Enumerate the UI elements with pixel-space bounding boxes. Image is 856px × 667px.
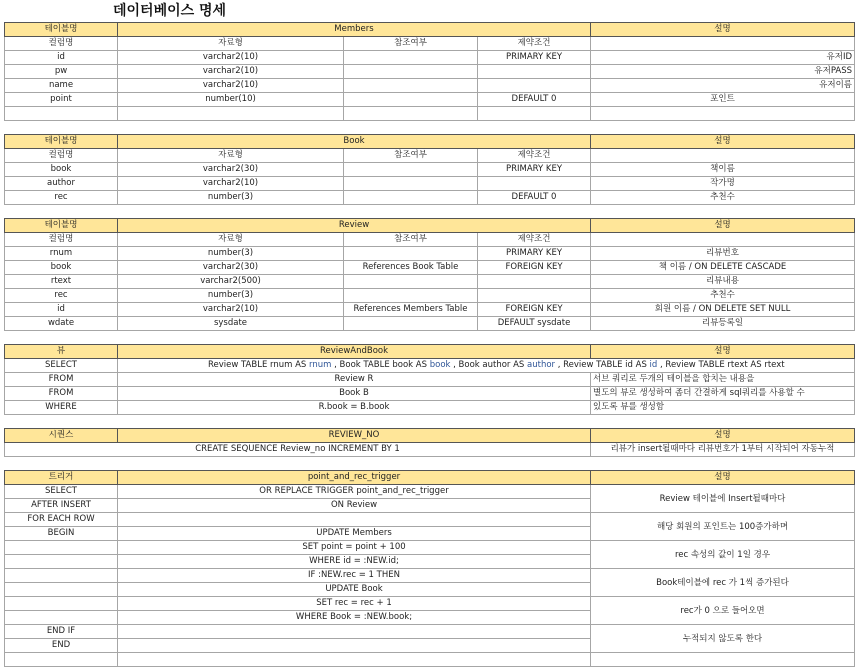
table-row	[5, 653, 855, 667]
table-row: point number(10) DEFAULT 0 포인트	[5, 93, 855, 107]
table-name: Book	[118, 135, 591, 149]
page-title: 데이터베이스 명세	[113, 3, 227, 19]
table-row: rec number(3) DEFAULT 0 추천수	[5, 191, 855, 205]
table-row: book varchar2(30) References Book Table FOREIGN KEY 책 이름 / ON DELETE CASCADE	[5, 261, 855, 275]
table-row: CREATE SEQUENCE Review_no INCREMENT BY 1 리뷰가 insert될때마다 리뷰번호가 1부터 시작되어 자동누적	[5, 443, 855, 457]
table-header-row: 트리거 point_and_rec_trigger 설명	[5, 471, 855, 485]
column-header-row: 컬럼명 자료형 참조여부 제약조건	[5, 37, 855, 51]
view-table	[4, 344, 855, 415]
sequence-name: REVIEW_NO	[118, 429, 591, 443]
table-row: WHERE R.book = B.book 있도록 뷰를 생성함	[5, 401, 855, 415]
review-table	[4, 218, 855, 331]
table-name-label: 테이블명	[5, 23, 118, 37]
book-table	[4, 134, 855, 205]
table-row: BEGIN UPDATE Members	[5, 527, 855, 541]
view-name: ReviewAndBook	[118, 345, 591, 359]
table-header-row: 테이블명 Review 설명	[5, 219, 855, 233]
table-row: id varchar2(10) PRIMARY KEY 유저ID	[5, 51, 855, 65]
table-row: END IF 누적되지 않도록 한다	[5, 625, 855, 639]
table-row: SET rec = rec + 1 rec가 0 으로 들어오면	[5, 597, 855, 611]
table-row: IF :NEW.rec = 1 THEN Book테이블에 rec 가 1씩 증가된다	[5, 569, 855, 583]
table-row: SELECT OR REPLACE TRIGGER point_and_rec_trigger Review 테이블에 Insert될때마다	[5, 485, 855, 499]
table-header-row: 시퀀스 REVIEW_NO 설명	[5, 429, 855, 443]
table-row: id varchar2(10) References Members Table FOREIGN KEY 회원 이름 / ON DELETE SET NULL	[5, 303, 855, 317]
table-row: UPDATE Book	[5, 583, 855, 597]
table-row: WHERE Book = :NEW.book;	[5, 611, 855, 625]
table-row: rec number(3) 추천수	[5, 289, 855, 303]
table-row: END	[5, 639, 855, 653]
table-row: name varchar2(10) 유저이름	[5, 79, 855, 93]
description-label: 설명	[591, 23, 855, 37]
table-row: rnum number(3) PRIMARY KEY 리뷰번호	[5, 247, 855, 261]
table-header-row: 뷰 ReviewAndBook 설명	[5, 345, 855, 359]
table-name: Members	[118, 23, 591, 37]
view-select-clause: Review TABLE rnum AS rnum , Book TABLE book AS book , Book author AS author , Review TABLE id AS id , Review TABLE rtext AS rtext	[118, 359, 855, 373]
table-row: author varchar2(10) 작가명	[5, 177, 855, 191]
table-row: FROM Review R 서브 쿼리로 두개의 테이블을 합치는 내용을	[5, 373, 855, 387]
table-row: SELECT Review TABLE rnum AS rnum , Book TABLE book AS book , Book author AS author , Review TABLE id AS id , Review TABLE rtext AS rtext	[5, 359, 855, 373]
sequence-table	[4, 428, 855, 457]
table-name: Review	[118, 219, 591, 233]
column-header-row: 컬럼명 자료형 참조여부 제약조건	[5, 233, 855, 247]
table-row: pw varchar2(10) 유저PASS	[5, 65, 855, 79]
trigger-table	[4, 470, 855, 667]
table-row: SET point = point + 100 rec 속성의 값이 1일 경우	[5, 541, 855, 555]
trigger-name: point_and_rec_trigger	[118, 471, 591, 485]
table-row: FOR EACH ROW 해당 회원의 포인트는 100증가하며	[5, 513, 855, 527]
members-table	[4, 22, 855, 121]
table-row	[5, 107, 855, 121]
table-row: WHERE id = :NEW.id;	[5, 555, 855, 569]
table-row: rtext varchar2(500) 리뷰내용	[5, 275, 855, 289]
table-row: AFTER INSERT ON Review	[5, 499, 855, 513]
table-row: wdate sysdate DEFAULT sysdate 리뷰등록일	[5, 317, 855, 331]
table-row: book varchar2(30) PRIMARY KEY 책이름	[5, 163, 855, 177]
table-header-row: 테이블명 Book 설명	[5, 135, 855, 149]
table-row: FROM Book B 별도의 뷰로 생성하여 좀더 간결하게 sql쿼리를 사용할 수	[5, 387, 855, 401]
column-header-row: 컬럼명 자료형 참조여부 제약조건	[5, 149, 855, 163]
table-header-row	[5, 23, 855, 37]
